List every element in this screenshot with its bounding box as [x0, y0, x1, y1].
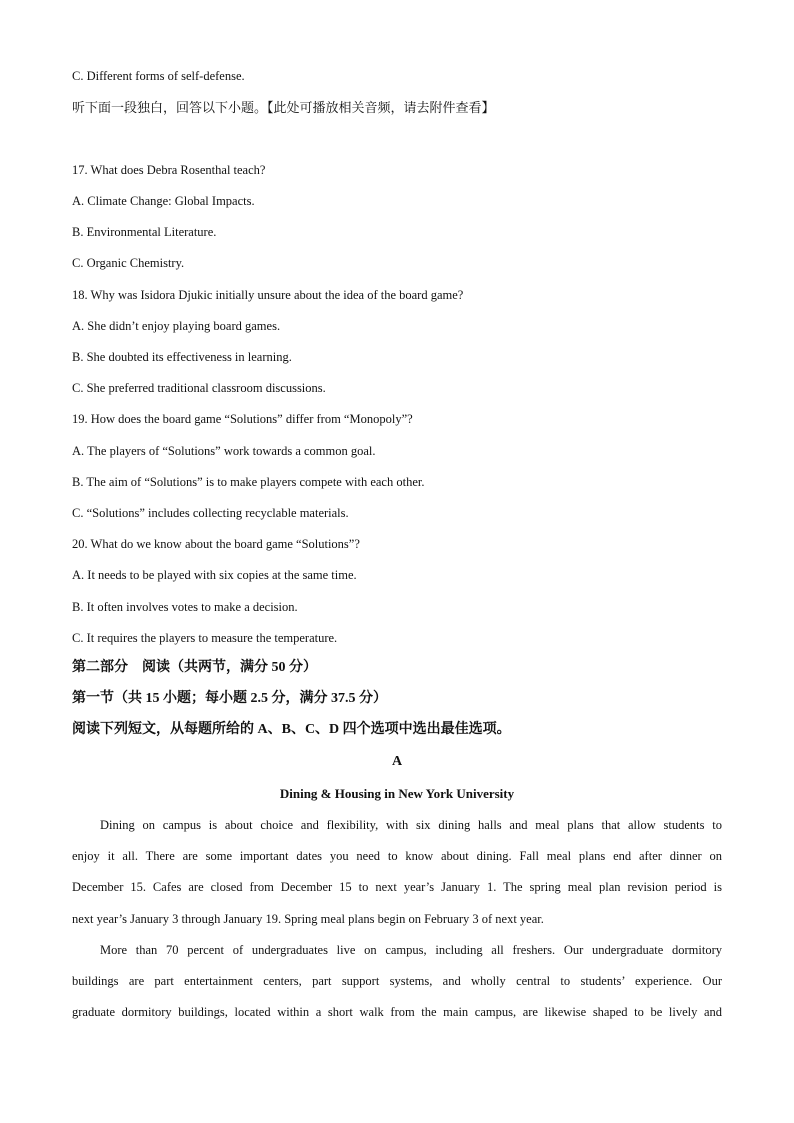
option-20c: C. It requires the players to measure the temperature.: [72, 631, 338, 645]
option-20a: A. It needs to be played with six copies at the same time.: [72, 568, 357, 582]
reading-instruction: 阅读下列短文，从每题所给的 A、B、C、D 四个选项中选出最佳选项。: [72, 722, 511, 737]
paragraph-line: buildings are part entertainment centers, part support systems, and wholly central to students’ experience. Our: [72, 974, 722, 988]
paragraph-line: next year’s January 3 through January 19. Spring meal plans begin on February 3 of next year.: [72, 912, 544, 926]
option-18b: B. She doubted its effectiveness in learning.: [72, 350, 292, 364]
paragraph-line: enjoy it all. There are some important dates you need to know about dining. Fall meal plans end after dinner on: [72, 849, 722, 863]
question-20: 20. What do we know about the board game “Solutions”?: [72, 537, 360, 551]
option-17c: C. Organic Chemistry.: [72, 256, 185, 270]
option-line: C. Different forms of self-defense.: [72, 69, 245, 83]
paragraph-line: December 15. Cafes are closed from December 15 to next year’s January 1. The spring meal plan revision period is: [72, 880, 722, 894]
passage-letter: A: [391, 754, 403, 769]
listening-instruction: 听下面一段独白，回答以下小题。【此处可播放相关音频，请去附件查看】: [72, 100, 495, 115]
option-18a: A. She didn’t enjoy playing board games.: [72, 319, 281, 333]
option-18c: C. She preferred traditional classroom discussions.: [72, 381, 326, 395]
passage-title: Dining & Housing in New York University: [279, 786, 515, 801]
question-17: 17. What does Debra Rosenthal teach?: [72, 163, 266, 177]
paragraph-line: graduate dormitory buildings, located within a short walk from the main campus, are likewise shaped to be lively and: [72, 1005, 722, 1019]
question-18: 18. Why was Isidora Djukic initially unsure about the idea of the board game?: [72, 288, 464, 302]
section-heading: 第一节（共 15 小题；每小题 2.5 分，满分 37.5 分）: [72, 691, 387, 706]
paragraph-line: More than 70 percent of undergraduates live on campus, including all freshers. Our undergraduate dormitory: [100, 943, 722, 957]
option-19c: C. “Solutions” includes collecting recyclable materials.: [72, 506, 349, 520]
option-20b: B. It often involves votes to make a decision.: [72, 600, 298, 614]
option-19a: A. The players of “Solutions” work towards a common goal.: [72, 444, 376, 458]
option-19b: B. The aim of “Solutions” is to make players compete with each other.: [72, 475, 425, 489]
question-19: 19. How does the board game “Solutions” differ from “Monopoly”?: [72, 412, 413, 426]
paragraph-line: Dining on campus is about choice and flexibility, with six dining halls and meal plans that allow students to: [100, 818, 722, 832]
option-17a: A. Climate Change: Global Impacts.: [72, 194, 255, 208]
option-17b: B. Environmental Literature.: [72, 225, 217, 239]
part-heading: 第二部分 阅读（共两节，满分 50 分）: [72, 660, 317, 675]
